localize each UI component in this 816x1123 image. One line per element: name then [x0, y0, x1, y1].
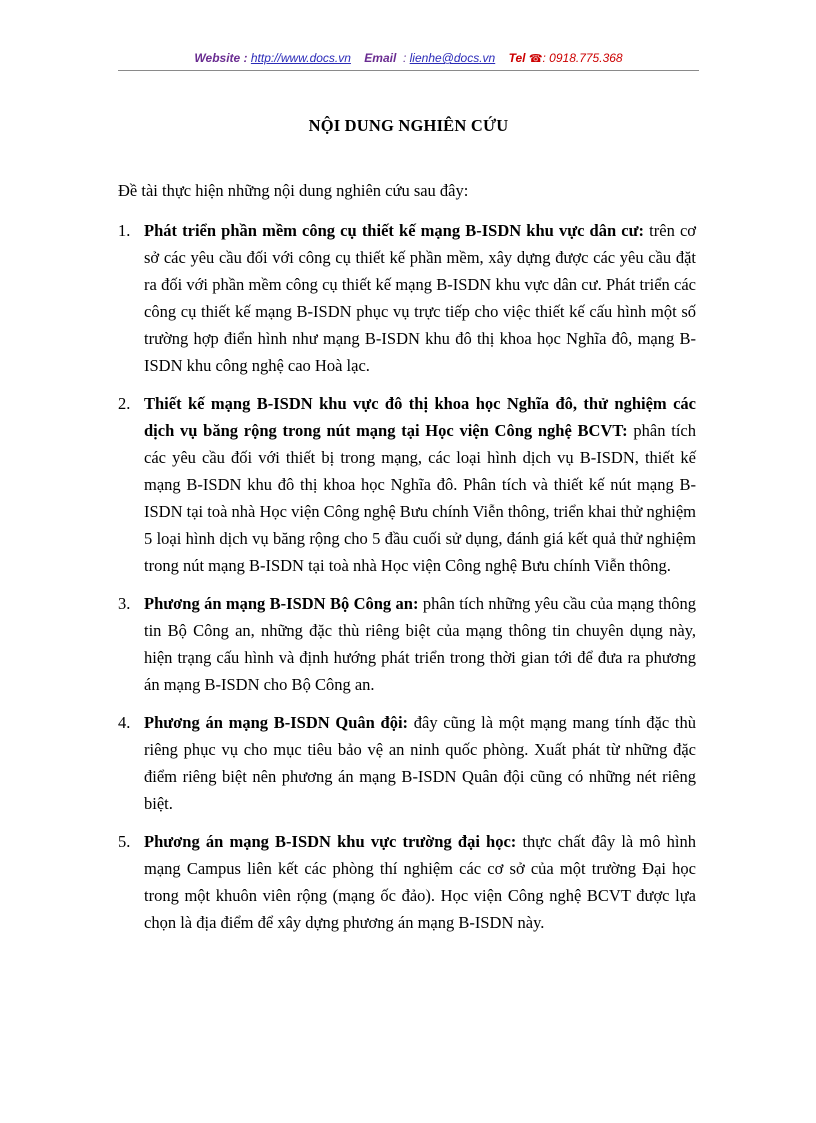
list-item — [118, 709, 696, 817]
item-heading: Phát triển phần mềm công cụ thiết kế mạng B-ISDN khu vực dân cư: — [144, 221, 645, 240]
item-heading: Thiết kế mạng B-ISDN khu vực đô thị khoa học Nghĩa đô, thử nghiệm các dịch vụ băng rộng trong nút mạng tại Học viện Công nghệ BCVT: — [144, 394, 696, 440]
tel-label: Tel — [508, 51, 526, 65]
item-number: 2. — [118, 394, 131, 413]
list-item — [118, 217, 696, 379]
item-body: thực chất đây là mô hình mạng Campus liên kết các phòng thí nghiệm các cơ sở của một trường Đại học trong một khuôn viên rộng (mạng ốc đảo). Học viện Công nghệ BCVT được lựa chọn là địa điểm để xây dựng phương án mạng B-ISDN này. — [144, 832, 696, 932]
item-number: 1. — [118, 221, 131, 240]
item-number: 3. — [118, 594, 131, 613]
item-body: đây cũng là một mạng mang tính đặc thù riêng phục vụ cho mục tiêu bảo vệ an ninh quốc phòng. Xuất phát từ những đặc điểm riêng biệt nên phương án mạng B-ISDN Quân đội cũng có những nét riêng biệt. — [144, 713, 696, 813]
page-title: NỘI DUNG NGHIÊN CỨU — [308, 116, 509, 135]
list-item — [118, 828, 696, 936]
email-separator: : — [402, 51, 407, 65]
list-item — [118, 590, 696, 698]
item-heading: Phương án mạng B-ISDN Bộ Công an: — [144, 594, 419, 613]
item-body: phân tích những yêu cầu của mạng thông tin Bộ Công an, những đặc thù riêng biệt của mạng thông tin chuyên dụng này, hiện trạng cấu hình và định hướng phát triển trong thời gian tới để đưa ra phương án mạng B-ISDN cho Bộ Công an. — [144, 594, 697, 694]
email-label: Email — [364, 51, 397, 65]
item-number: 5. — [118, 832, 131, 851]
page-header — [118, 51, 699, 65]
tel-value: : 0918.775.368 — [542, 51, 623, 65]
list-item — [118, 390, 696, 579]
website-link[interactable]: http://www.docs.vn — [250, 51, 351, 65]
website-label: Website : — [194, 51, 248, 65]
intro-paragraph: Đề tài thực hiện những nội dung nghiên cứu sau đây: — [118, 181, 469, 200]
email-link[interactable]: lienhe@docs.vn — [409, 51, 496, 65]
item-heading: Phương án mạng B-ISDN Quân đội: — [144, 713, 409, 732]
item-body: trên cơ sở các yêu cầu đối với công cụ thiết kế phần mềm, xây dựng được các yêu cầu đặt ra đối với phần mềm công cụ thiết kế mạng B-ISDN khu vực dân cư. Phát triển các công cụ thiết kế mạng B-ISDN phục vụ trực tiếp cho việc thiết kế cấu hình một số trường hợp điển hình như mạng B-ISDN khu đô thị khoa học Nghĩa đô, mạng B-ISDN khu công nghệ cao Hoà lạc. — [144, 221, 697, 375]
header-divider — [118, 70, 699, 71]
item-heading: Phương án mạng B-ISDN khu vực trường đại học: — [144, 832, 517, 851]
item-number: 4. — [118, 713, 131, 732]
item-body: phân tích các yêu cầu đối với thiết bị trong mạng, các loại hình dịch vụ B-ISDN, thiết kế mạng B-ISDN khu đô thị khoa học Nghĩa đô. Phân tích và thiết kế nút mạng B-ISDN tại toà nhà Học viện Công nghệ Bưu chính Viễn thông, triển khai thử nghiệm 5 loại hình dịch vụ băng rộng cho 5 đầu cuối sử dụng, đánh giá kết quả thử nghiệm trong nút mạng B-ISDN tại toà nhà Học viện Công nghệ Bưu chính Viễn thông. — [144, 421, 696, 575]
research-items-list — [118, 217, 696, 947]
phone-icon: ☎ — [528, 53, 543, 65]
